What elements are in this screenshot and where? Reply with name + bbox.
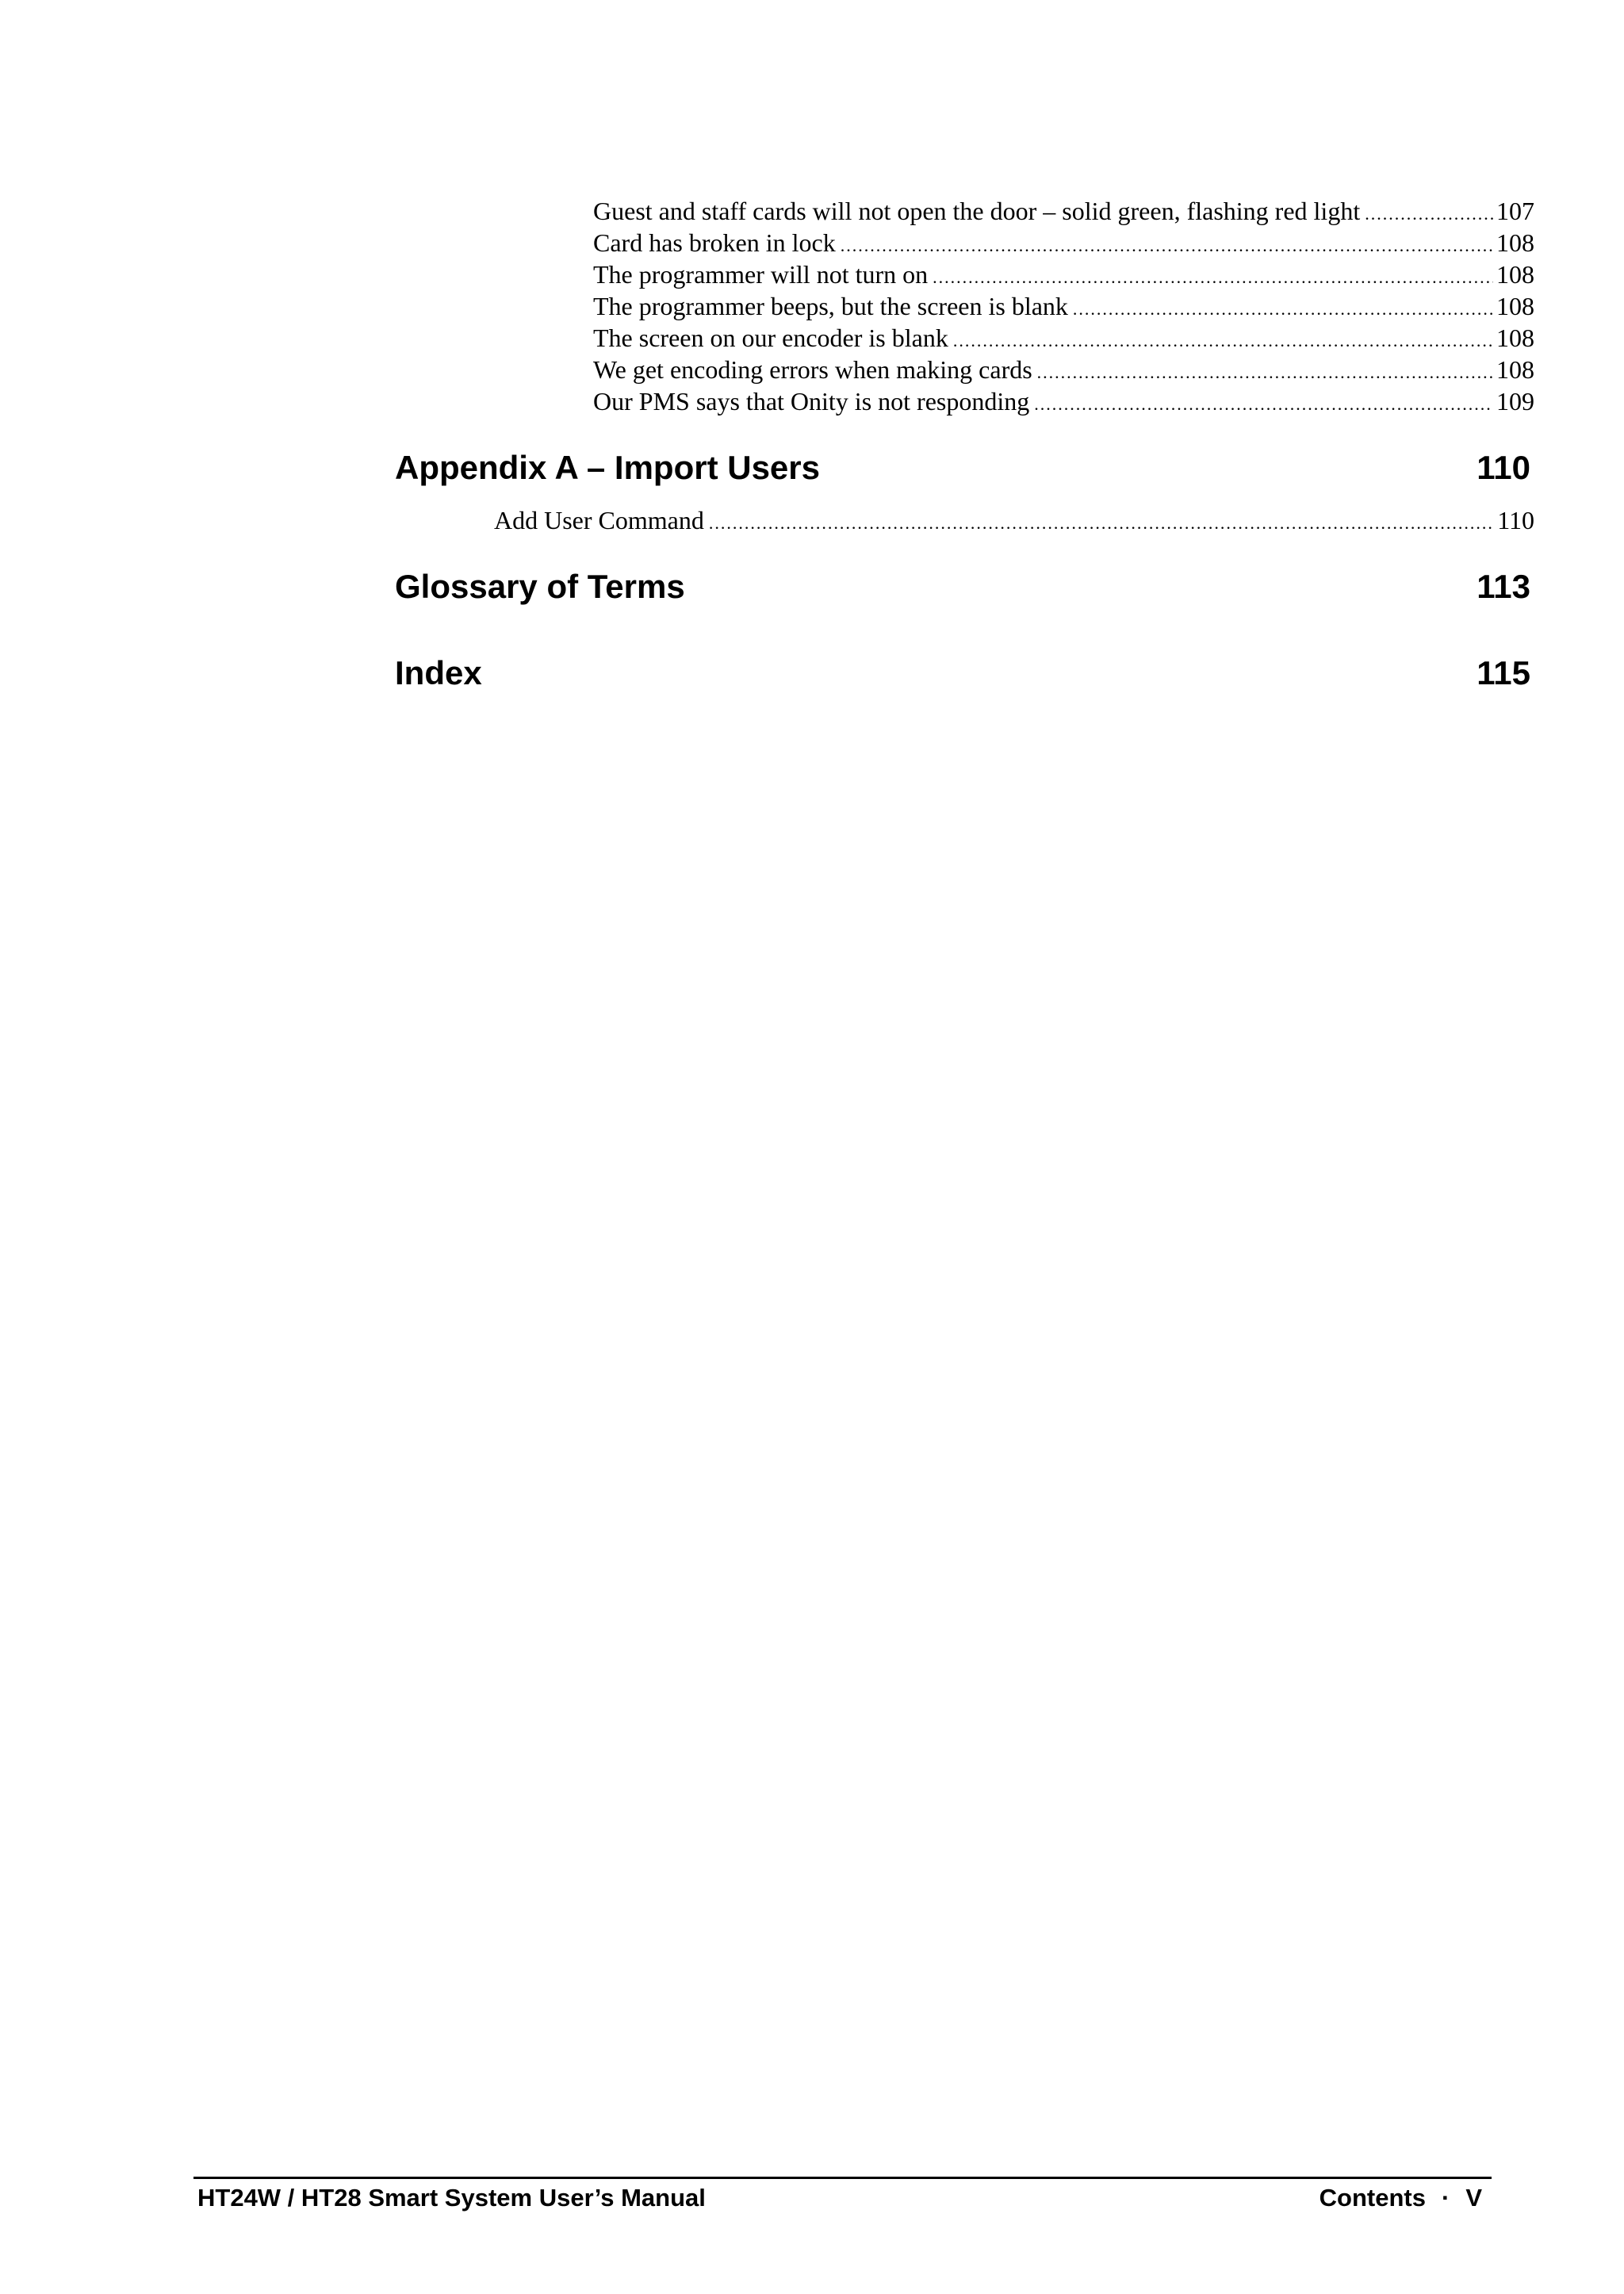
toc-entry[interactable] — [593, 290, 1534, 322]
toc-entry-text: Add User Command — [494, 506, 704, 534]
dot-leader — [841, 230, 1493, 262]
dot-leader — [1034, 389, 1493, 420]
toc-section-glossary[interactable] — [395, 566, 1530, 607]
page-footer — [197, 2182, 1482, 2214]
dot-leader — [933, 262, 1493, 293]
dot-leader — [709, 507, 1494, 539]
footer-separator: · — [1441, 2184, 1450, 2212]
footer-page-info — [1320, 2182, 1482, 2214]
toc-entry[interactable] — [593, 195, 1534, 227]
toc-entry-page: 108 — [1496, 260, 1534, 289]
appendix-a-entries — [494, 504, 1534, 536]
section-title: Glossary of Terms — [395, 568, 685, 605]
manual-title: HT24W / HT28 Smart System User’s Manual — [197, 2184, 706, 2212]
toc-entry[interactable] — [593, 259, 1534, 290]
toc-entry[interactable] — [593, 385, 1534, 417]
toc-entry[interactable] — [593, 354, 1534, 385]
toc-entry-page: 108 — [1496, 292, 1534, 320]
toc-entry-page: 108 — [1496, 324, 1534, 352]
toc-entry-page: 108 — [1496, 228, 1534, 257]
toc-entry-text: Card has broken in lock — [593, 228, 836, 257]
toc-section-index[interactable] — [395, 653, 1530, 694]
dot-leader — [953, 325, 1493, 357]
section-page: 115 — [1477, 654, 1530, 691]
toc-entry-page: 107 — [1496, 197, 1534, 225]
toc-entry-page: 109 — [1496, 387, 1534, 416]
section-title: Appendix A – Import Users — [395, 449, 820, 486]
toc-entry-text: The programmer beeps, but the screen is blank — [593, 292, 1068, 320]
dot-leader — [1037, 357, 1493, 389]
toc-entry-text: We get encoding errors when making cards — [593, 355, 1032, 384]
toc-entry-text: Our PMS says that Onity is not responding — [593, 387, 1030, 416]
section-page: 113 — [1477, 568, 1530, 605]
footer-section-name: Contents — [1319, 2184, 1426, 2212]
toc-entry[interactable] — [494, 504, 1534, 536]
toc-entry-text: Guest and staff cards will not open the door – solid green, flashing red light — [593, 197, 1361, 225]
toc-entry-page: 110 — [1497, 506, 1534, 534]
dot-leader — [1073, 293, 1493, 325]
dot-leader — [1365, 198, 1493, 230]
toc-entry-text: The programmer will not turn on — [593, 260, 929, 289]
page-number: V — [1465, 2184, 1482, 2212]
toc-entry[interactable] — [593, 227, 1534, 259]
section-page: 110 — [1477, 449, 1530, 486]
toc-section-appendix-a[interactable] — [395, 447, 1530, 488]
toc-entry[interactable] — [593, 322, 1534, 354]
toc-entry-page: 108 — [1496, 355, 1534, 384]
section-title: Index — [395, 654, 482, 691]
toc-subentries — [593, 195, 1534, 417]
toc-entry-text: The screen on our encoder is blank — [593, 324, 948, 352]
footer-divider — [193, 2177, 1492, 2179]
